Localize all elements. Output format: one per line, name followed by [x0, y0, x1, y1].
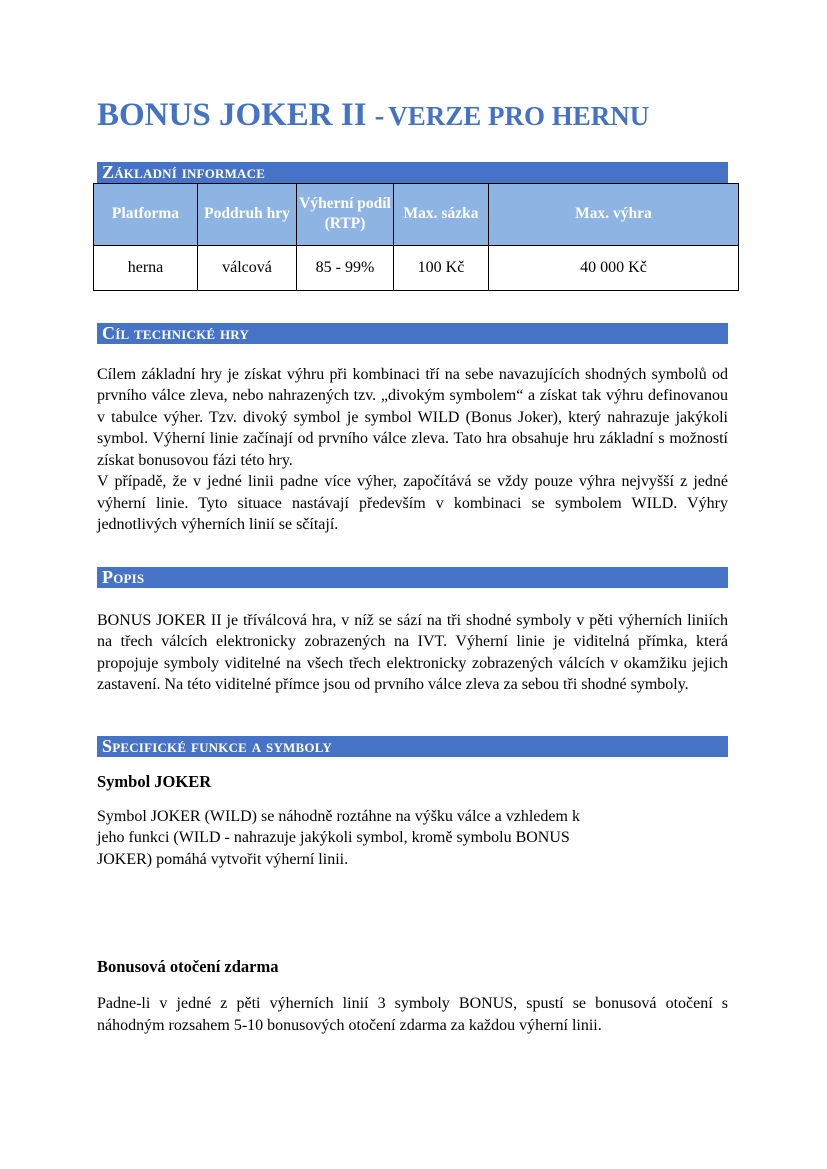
table-cell-max-vyhra: 40 000 Kč	[489, 245, 739, 290]
section-header-specificke-funkce: Specifické funkce a symboly	[97, 736, 728, 757]
title-main: BONUS JOKER II	[97, 97, 367, 133]
table-header-poddruh-hry: Poddruh hry	[198, 183, 297, 245]
section-header-popis: Popis	[97, 567, 728, 588]
table-cell-vyherni-podil: 85 - 99%	[297, 245, 394, 290]
symbol-joker-paragraph: Symbol JOKER (WILD) se náhodně roztáhne na výšku válce a vzhledem k jeho funkci (WILD - nahrazuje jakýkoli symbol, kromě symbolu BONUS JOKER) pomáhá vytvořit výherní linii.	[97, 807, 580, 868]
table-header-max-sazka: Max. sázka	[394, 183, 489, 245]
popis-paragraph: BONUS JOKER II je tříválcová hra, v níž se sází na tři shodné symboly v pěti výherních liniích na třech válcích elektronicky zobrazených na IVT. Výherní linie je viditelná přímka, která propojuje symboly viditelné na všech třech elektronicky zobrazených válcích v okamžiku jejich zastavení. Na této viditelné přímce jsou od prvního válce zleva za sebou tři shodné symboly.	[97, 611, 728, 694]
cil-paragraph-1: Cílem základní hry je získat výhru při kombinaci tří na sebe navazujících shodných symbolů od prvního válce zleva, nebo nahrazených tzv. „divokým symbolem“ a získat tak výhru definovanou v tabulce výher. Tzv. divoký symbol je symbol WILD (Bonus Joker), který nahrazuje jakýkoli symbol. Výherní linie začínají od prvního válce zleva. Tato hra obsahuje hru základní s možností získat bonusovou fázi této hry.	[97, 365, 728, 469]
table-cell-poddruh-hry: válcová	[198, 245, 297, 290]
cil-paragraph-2: V případě, že v jedné linii padne více výher, započítává se vždy pouze výhra nejvyšší z jedné výherní linie. Tyto situace nastávají především v kombinaci se symbolem WILD. Výhry jednotlivých výherních linií se sčítají.	[97, 473, 728, 534]
table-header-row	[94, 183, 739, 245]
table-cell-platforma: herna	[94, 245, 198, 290]
table-row	[94, 245, 739, 290]
table-header-max-vyhra: Max. výhra	[489, 183, 739, 245]
table-header-platforma: Platforma	[94, 183, 198, 245]
title-dash: -	[374, 100, 385, 132]
document-body	[97, 0, 728, 1036]
section-header-zakladni-informace: Základní informace	[97, 162, 728, 183]
symbol-joker-heading: Symbol JOKER	[97, 771, 212, 791]
table-cell-max-sazka: 100 Kč	[394, 245, 489, 290]
section-header-cil-technicke-hry: Cíl technické hry	[97, 323, 728, 344]
table-header-vyherni-podil: Výherní podíl (RTP)	[297, 183, 394, 245]
document-title	[97, 97, 728, 134]
bonus-heading: Bonusová otočení zdarma	[97, 957, 279, 977]
info-table	[93, 183, 739, 291]
bonus-paragraph: Padne-li v jedné z pěti výherních linií 3 symboly BONUS, spustí se bonusová otočení s náhodným rozsahem 5-10 bonusových otočení zdarma za každou výherní linii.	[97, 995, 728, 1034]
title-subtitle: VERZE PRO HERNU	[388, 101, 650, 131]
